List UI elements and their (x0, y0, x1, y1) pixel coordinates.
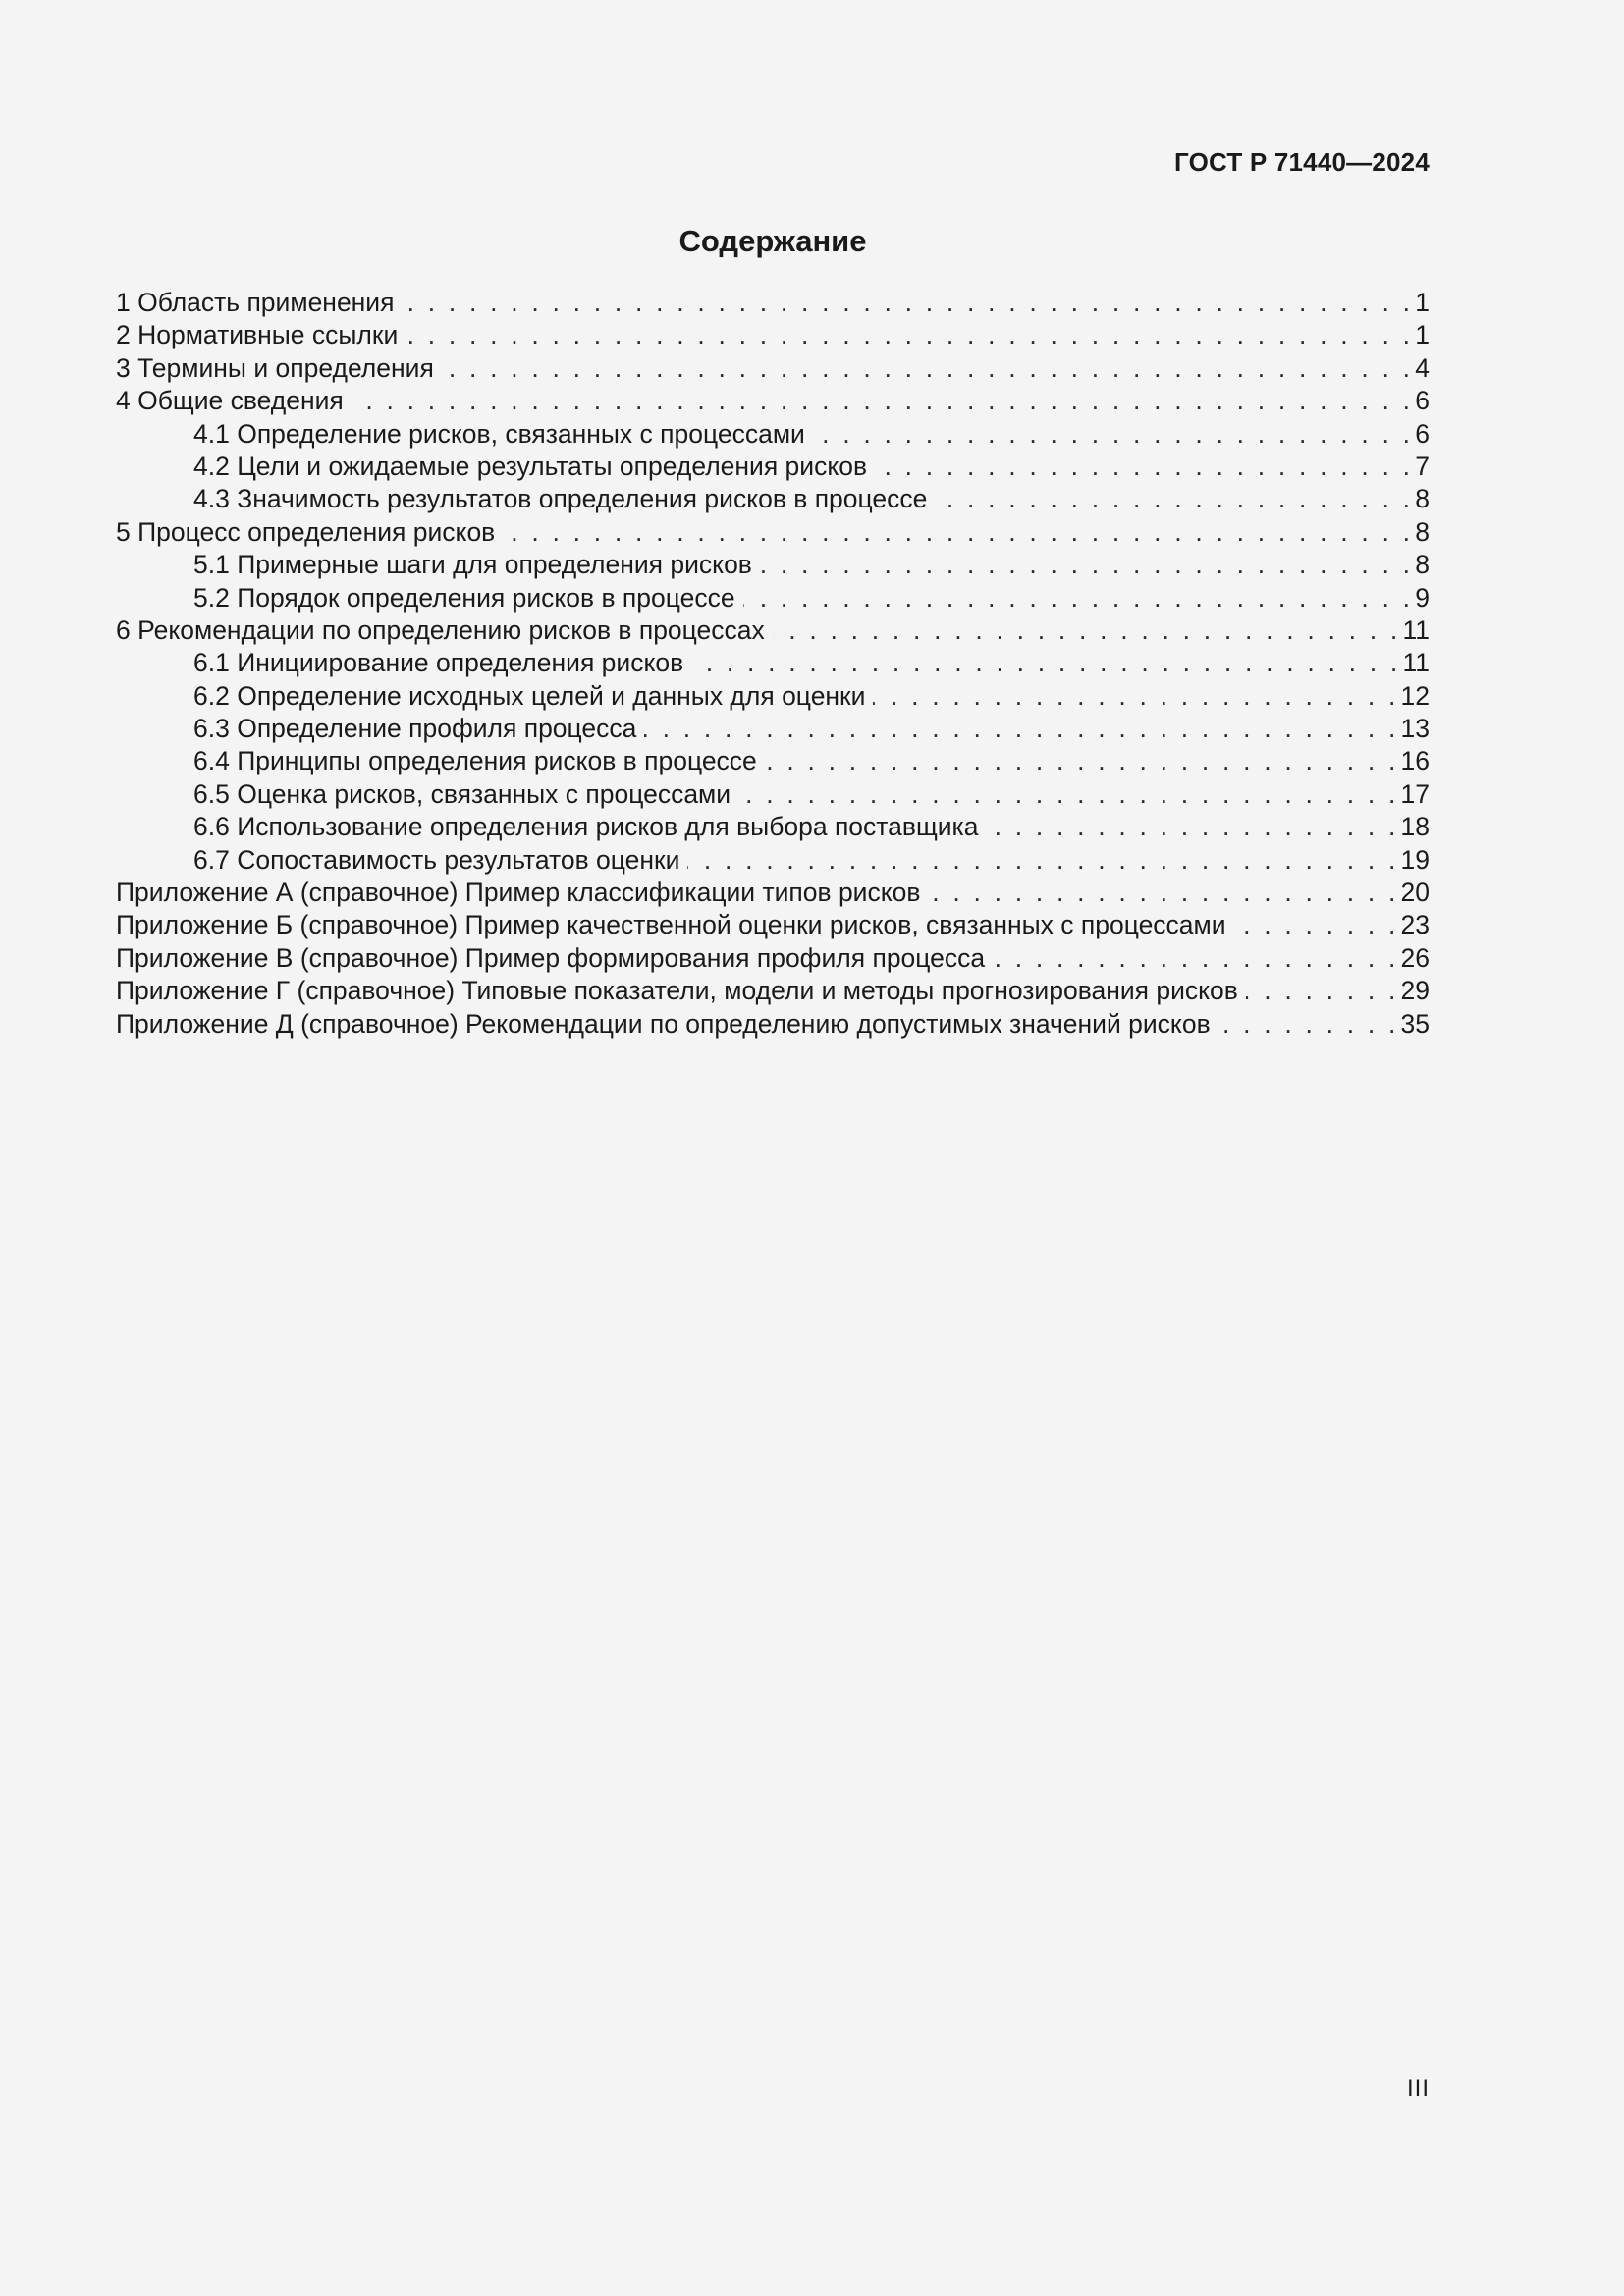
toc-entry[interactable] (116, 549, 1430, 581)
toc-entry[interactable] (116, 352, 1430, 385)
toc-entry[interactable] (116, 516, 1430, 549)
toc-entry-label: 5.1 Примерные шаги для определения рисков (193, 550, 752, 580)
page-number: III (1406, 2075, 1430, 2102)
toc-entry-label: 5 Процесс определения рисков (116, 516, 496, 547)
toc-dot-leader (760, 549, 1413, 581)
toc-dot-leader (687, 844, 1398, 877)
toc-entry[interactable] (116, 647, 1430, 679)
toc-entry-label: 4.1 Определение рисков, связанных с процессами (193, 418, 805, 449)
toc-dot-leader (743, 582, 1414, 614)
toc-entry-page: 8 (1415, 550, 1430, 580)
toc-entry-label: Приложение Б (справочное) Пример качественной оценки рисков, связанных с процессами (116, 910, 1226, 940)
toc-entry-page: 29 (1400, 976, 1430, 1006)
toc-dot-leader (352, 385, 1413, 417)
toc-entry-page: 20 (1400, 878, 1430, 908)
toc-entry-label: Приложение Г (справочное) Типовые показатели, модели и методы прогнозирования рисков (116, 976, 1238, 1006)
toc-entry-page: 1 (1415, 320, 1430, 350)
toc-entry-page: 35 (1400, 1008, 1430, 1039)
toc-entry-label: 6.5 Оценка рисков, связанных с процессами (193, 778, 731, 809)
toc-entry-page: 6 (1415, 418, 1430, 449)
toc-entry[interactable] (116, 319, 1430, 351)
toc-entry-label: 4.3 Значимость результатов определения рисков в процессе (193, 484, 928, 514)
toc-dot-leader (691, 647, 1400, 679)
toc-title: Содержание (678, 224, 867, 258)
table-of-contents (116, 287, 1430, 1041)
toc-entry[interactable] (116, 942, 1430, 975)
toc-entry-label: Приложение А (справочное) Пример классификации типов рисков (116, 878, 921, 908)
toc-entry-label: 6 Рекомендации по определению рисков в процессах (116, 614, 765, 645)
toc-entry-page: 9 (1415, 582, 1430, 613)
toc-dot-leader (644, 713, 1398, 745)
toc-entry-page: 6 (1415, 386, 1430, 416)
toc-entry-page: 11 (1402, 614, 1430, 645)
toc-entry-page: 8 (1415, 516, 1430, 547)
toc-entry-page: 23 (1400, 910, 1430, 940)
toc-entry-page: 16 (1400, 746, 1430, 776)
toc-entry-label: Приложение Д (справочное) Рекомендации по определению допустимых значений рисков (116, 1008, 1211, 1039)
toc-entry[interactable] (116, 1008, 1430, 1041)
toc-entry[interactable] (116, 877, 1430, 909)
toc-dot-leader (873, 680, 1398, 713)
toc-entry[interactable] (116, 418, 1430, 451)
toc-dot-leader (1234, 909, 1399, 941)
toc-entry[interactable] (116, 483, 1430, 515)
toc-entry-page: 26 (1400, 942, 1430, 973)
toc-entry-label: 1 Область применения (116, 288, 395, 317)
toc-entry[interactable] (116, 582, 1430, 614)
toc-entry-label: 6.1 Инициирование определения рисков (193, 648, 684, 678)
toc-entry[interactable] (116, 975, 1430, 1007)
toc-entry-label: 3 Термины и определения (116, 352, 434, 383)
toc-entry-page: 13 (1400, 714, 1430, 744)
toc-dot-leader (773, 614, 1401, 647)
toc-entry-label: 5.2 Порядок определения рисков в процессе (193, 582, 735, 613)
toc-entry[interactable] (116, 909, 1430, 941)
toc-dot-leader (986, 811, 1398, 843)
toc-entry-label: 6.6 Использование определения рисков для выбора поставщика (193, 812, 979, 842)
toc-entry[interactable] (116, 778, 1430, 811)
toc-dot-leader (738, 778, 1398, 811)
toc-entry-page: 12 (1400, 680, 1430, 711)
toc-dot-leader (442, 352, 1413, 385)
toc-entry-label: 4.2 Цели и ожидаемые результаты определения рисков (193, 451, 868, 481)
toc-dot-leader (993, 942, 1398, 975)
toc-dot-leader (765, 745, 1399, 777)
toc-dot-leader (813, 418, 1413, 451)
toc-dot-leader (402, 287, 1413, 319)
toc-dot-leader (1246, 975, 1399, 1007)
toc-entry-page: 8 (1415, 484, 1430, 514)
document-code: ГОСТ Р 71440—2024 (1174, 147, 1430, 177)
toc-entry-page: 4 (1415, 352, 1430, 383)
toc-entry[interactable] (116, 713, 1430, 745)
toc-dot-leader (406, 319, 1413, 351)
toc-dot-leader (928, 877, 1398, 909)
toc-entry-page: 18 (1400, 812, 1430, 842)
toc-entry[interactable] (116, 287, 1430, 319)
toc-entry[interactable] (116, 811, 1430, 843)
toc-entry-label: 6.3 Определение профиля процесса (193, 714, 637, 744)
toc-entry-page: 17 (1400, 778, 1430, 809)
toc-entry-page: 11 (1402, 648, 1430, 678)
toc-entry[interactable] (116, 614, 1430, 647)
toc-entry[interactable] (116, 451, 1430, 483)
toc-dot-leader (935, 483, 1413, 515)
toc-dot-leader (503, 516, 1413, 549)
toc-entry-label: 6.2 Определение исходных целей и данных для оценки (193, 680, 866, 711)
toc-entry-page: 7 (1415, 451, 1430, 481)
toc-entry-page: 1 (1415, 288, 1430, 317)
toc-entry-label: 6.4 Принципы определения рисков в процессе (193, 746, 757, 776)
toc-entry-label: 6.7 Сопоставимость результатов оценки (193, 844, 680, 875)
toc-dot-leader (875, 451, 1413, 483)
toc-entry[interactable] (116, 745, 1430, 777)
toc-entry[interactable] (116, 680, 1430, 713)
toc-entry-page: 19 (1400, 844, 1430, 875)
toc-entry-label: 2 Нормативные ссылки (116, 320, 399, 350)
toc-entry[interactable] (116, 844, 1430, 877)
toc-dot-leader (1218, 1008, 1399, 1041)
toc-entry-label: 4 Общие сведения (116, 386, 344, 416)
toc-entry[interactable] (116, 385, 1430, 417)
toc-entry-label: Приложение В (справочное) Пример формирования профиля процесса (116, 942, 986, 973)
